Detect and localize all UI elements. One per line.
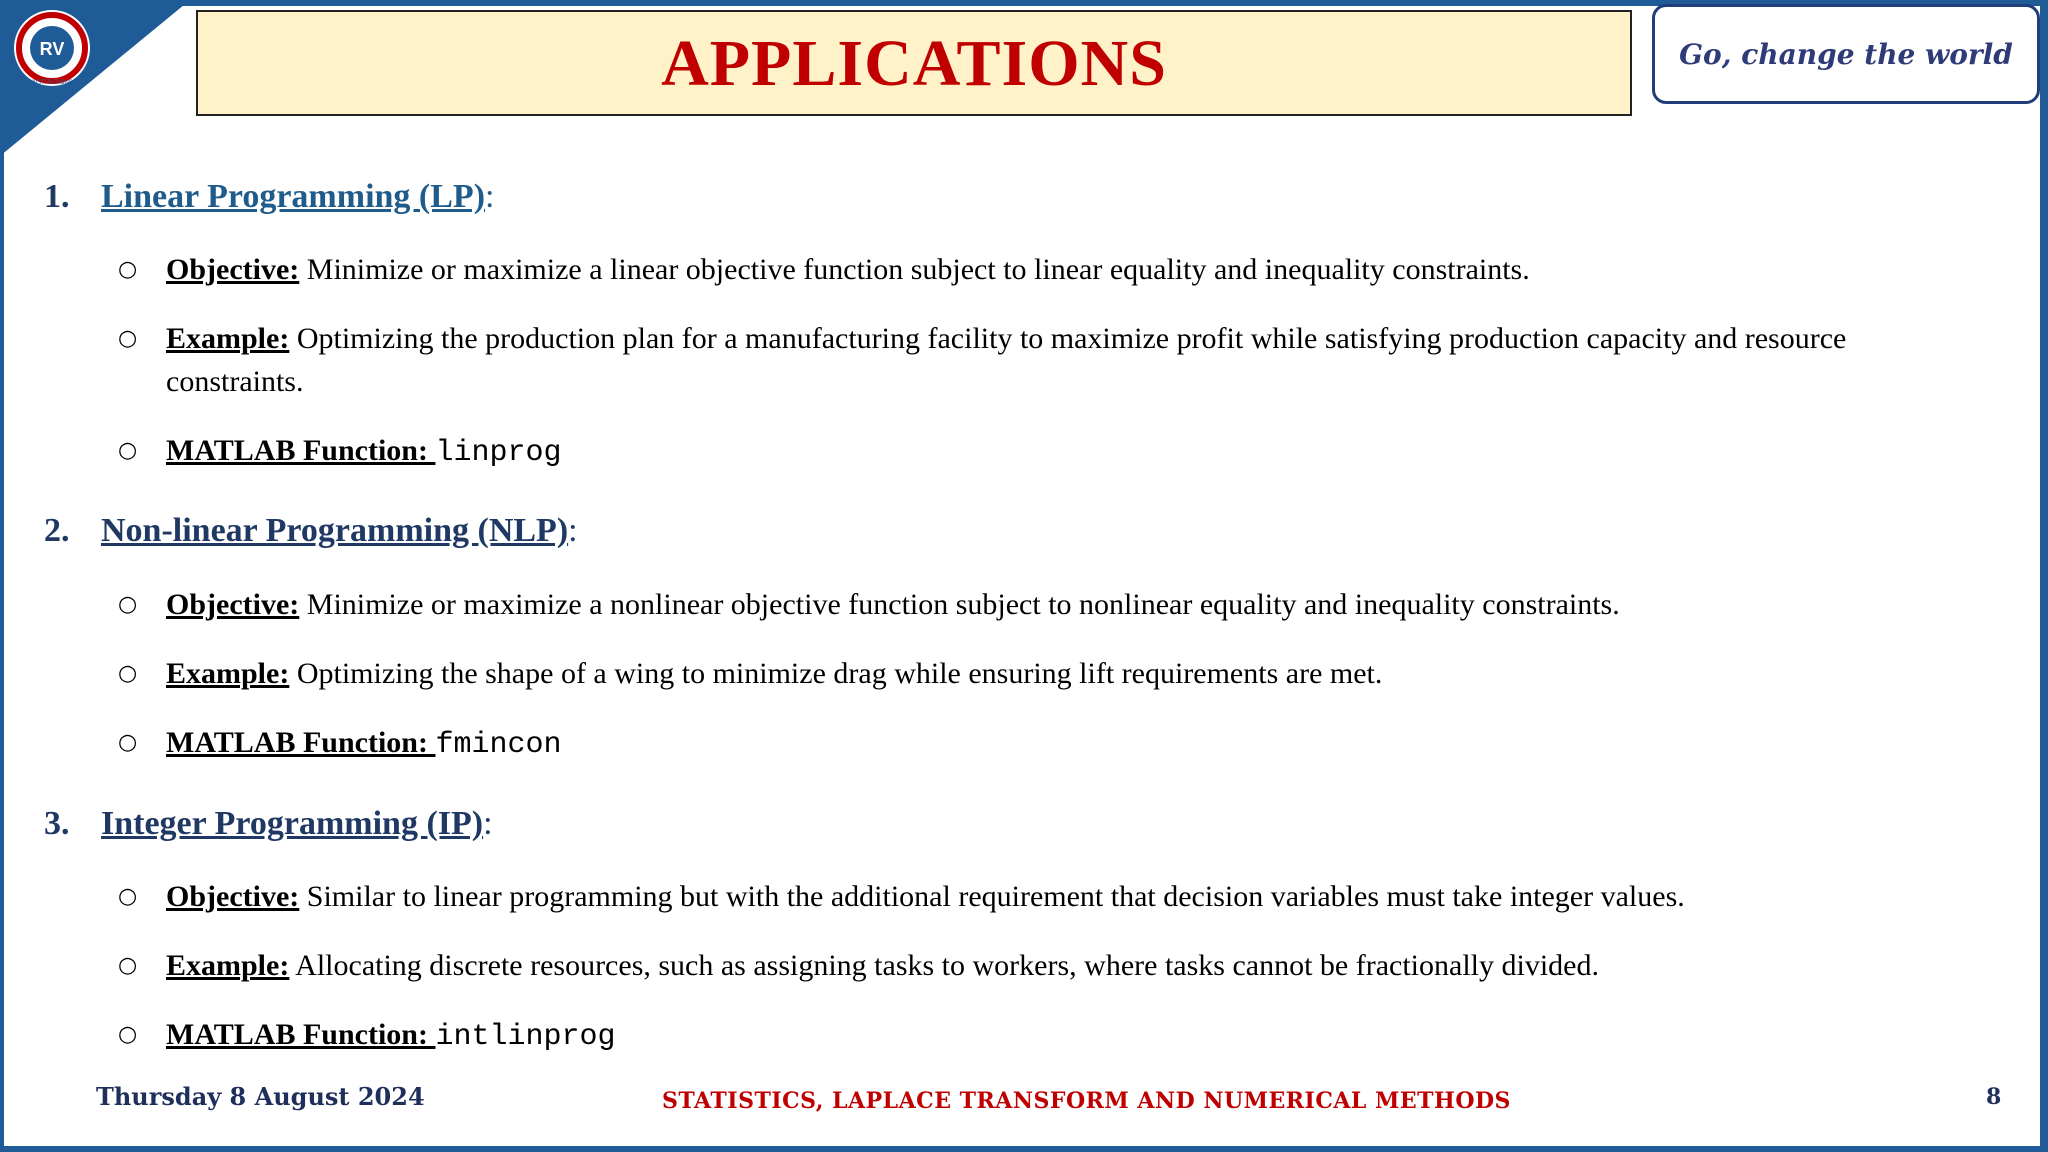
tagline-box [1652, 4, 2040, 104]
example-label: Example: [166, 949, 290, 982]
section-heading-ip [44, 805, 493, 843]
logo-text: RV [39, 39, 65, 59]
matlab-label: MATLAB Function: [166, 726, 436, 759]
example-text: Optimizing the shape of a wing to minimize drag while ensuring lift requirements are met. [289, 657, 1383, 690]
objective-label: Objective: [166, 588, 300, 621]
section-number: 2. [44, 512, 70, 549]
section-title: Linear Programming (LP) [101, 178, 486, 215]
objective-text: Minimize or maximize a linear objective function subject to linear equality and inequality constraints. [299, 253, 1530, 286]
section-heading-nlp [44, 512, 578, 550]
bullet-icon: ○ [118, 730, 138, 755]
bullet-icon: ○ [118, 1022, 138, 1047]
section-heading-lp [44, 178, 494, 216]
list-item-objective [118, 875, 1948, 918]
bullet-icon: ○ [118, 257, 138, 282]
bullet-icon: ○ [118, 953, 138, 978]
section-title: Non-linear Programming (NLP) [101, 512, 569, 549]
objective-text: Minimize or maximize a nonlinear objective function subject to nonlinear equality and inequality constraints. [299, 588, 1620, 621]
frame-left [0, 0, 4, 1152]
footer-date: Thursday 8 August 2024 [96, 1082, 425, 1111]
example-text: Allocating discrete resources, such as assigning tasks to workers, where tasks cannot be fractionally divided. [289, 949, 1599, 982]
matlab-label: MATLAB Function: [166, 1018, 436, 1051]
page-number: 8 [1986, 1084, 2002, 1110]
section-number: 3. [44, 805, 70, 842]
list-item-matlab [118, 1013, 1948, 1059]
bullet-icon: ○ [118, 438, 138, 463]
section-colon: : [485, 178, 495, 215]
section-title: Integer Programming (IP) [101, 805, 484, 842]
title-banner [196, 10, 1632, 116]
page-title: APPLICATIONS [661, 27, 1167, 100]
list-item-objective [118, 248, 1948, 291]
objective-label: Objective: [166, 880, 300, 913]
list-item-example [118, 944, 1948, 987]
logo-ring-text: INSTITUTIONS [31, 80, 73, 86]
matlab-function: linprog [435, 436, 562, 470]
bullet-icon: ○ [118, 326, 138, 351]
example-label: Example: [166, 322, 290, 355]
list-item-example [118, 652, 1948, 695]
frame-right [2040, 0, 2048, 1152]
list-item-example [118, 317, 1948, 403]
logo-icon [12, 8, 92, 88]
footer-course-title: STATISTICS, LAPLACE TRANSFORM AND NUMERICAL METHODS [662, 1088, 1511, 1114]
objective-label: Objective: [166, 253, 300, 286]
matlab-label: MATLAB Function: [166, 434, 436, 467]
list-item-objective [118, 583, 1948, 626]
tagline: Go, change the world [1679, 37, 2013, 71]
frame-bottom [0, 1146, 2048, 1152]
objective-text: Similar to linear programming but with the additional requirement that decision variables must take integer values. [299, 880, 1685, 913]
bullet-icon: ○ [118, 592, 138, 617]
section-colon: : [568, 512, 578, 549]
section-colon: : [483, 805, 493, 842]
matlab-function: intlinprog [435, 1020, 616, 1054]
matlab-function: fmincon [435, 728, 562, 762]
list-item-matlab [118, 721, 1948, 767]
list-item-matlab [118, 429, 1948, 475]
section-number: 1. [44, 178, 70, 215]
bullet-icon: ○ [118, 661, 138, 686]
example-label: Example: [166, 657, 290, 690]
bullet-icon: ○ [118, 884, 138, 909]
example-text: Optimizing the production plan for a manufacturing facility to maximize profit while satisfying production capacity and resource constraints. [166, 322, 1847, 398]
